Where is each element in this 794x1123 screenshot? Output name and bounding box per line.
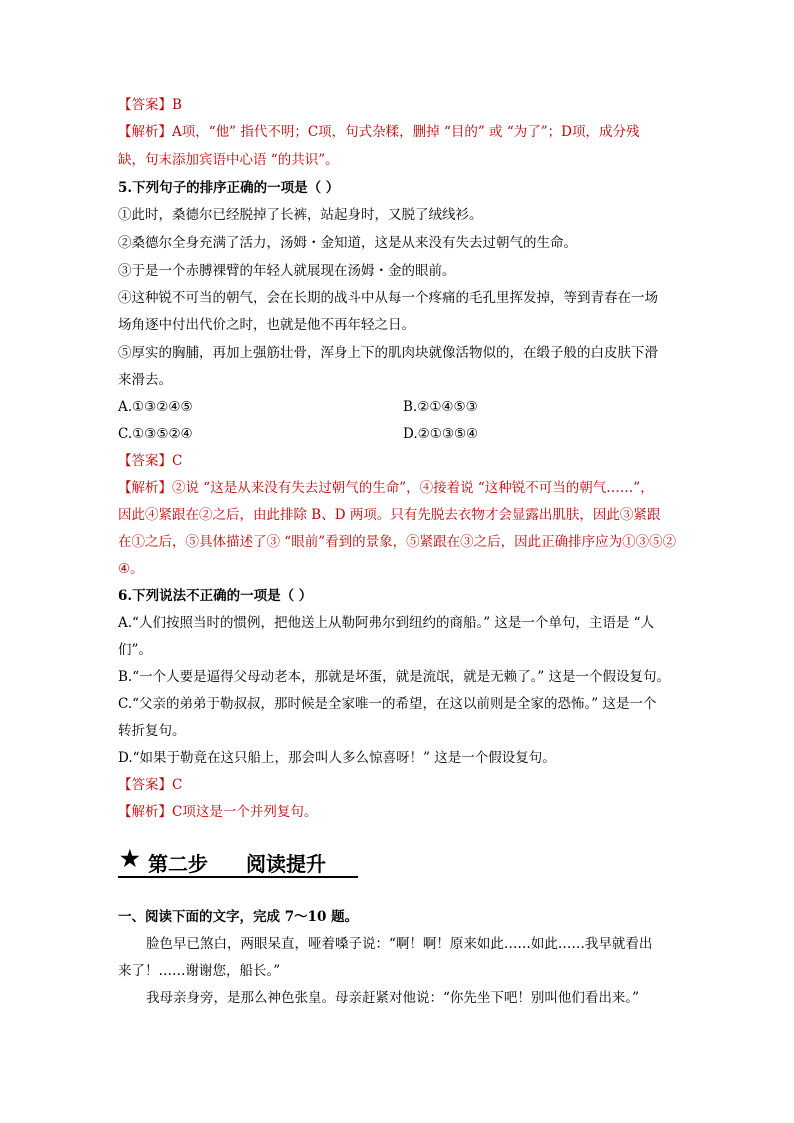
q5-title: 5.下列句子的排序正确的一项是（ ） [118, 180, 340, 196]
q6-option-b: B.“一个人要是逼得父母动老本，那就是坏蛋，就是流氓，就是无赖了。” 这是一个假设复句。 [118, 669, 671, 685]
reading-title: 一、阅读下面的文字，完成 7～10 题。 [118, 909, 359, 925]
analysis-text: A项，“他” 指代不明；C项，句式杂糅，删掉 “目的” 或 “为了”；D项，成分残 [172, 124, 640, 140]
q5-sentence-2: ②桑德尔全身充满了活力，汤姆・金知道，这是从来没有失去过朝气的生命。 [118, 235, 577, 251]
analysis-tag: 【解析】 [118, 124, 172, 140]
q4-answer-line [118, 95, 182, 115]
q5-option-b: B.②①④⑤③ [403, 399, 478, 415]
q6-option-c-line-2: 转折复句。 [118, 723, 186, 739]
q5-sentence-5-line-2: 来滑去。 [118, 372, 172, 388]
q6-analysis-line [118, 802, 317, 822]
section-name: 阅读提升 [246, 852, 326, 876]
q4-analysis-line-2: 缺，句末添加宾语中心语 “的共识”。 [118, 152, 339, 168]
reading-paragraph-1-line-1: 脸色早已煞白，两眼呆直，哑着嗓子说：“啊！啊！原来如此……如此……我早就看出 [146, 936, 653, 952]
section-heading [118, 846, 358, 878]
q5-sentence-5-line-1: ⑤厚实的胸脯，再加上强筋壮骨，浑身上下的肌肉块就像活物似的，在缎子般的白皮肤下滑 [118, 345, 658, 361]
answer-value: C [172, 777, 183, 793]
analysis-tag: 【解析】 [118, 804, 172, 820]
answer-tag: 【答案】 [118, 777, 172, 793]
analysis-tag: 【解析】 [118, 480, 172, 496]
analysis-text: ②说 “这是从来没有失去过朝气的生命”，④接着说 “这种锐不可当的朝气……”， [172, 480, 654, 496]
answer-value: B [172, 97, 182, 113]
q6-option-c-line-1: C.“父亲的弟弟于勒叔叔，那时候是全家唯一的希望，在这以前则是全家的恐怖。” 这是一个 [118, 696, 657, 712]
q5-analysis-line-1 [118, 478, 654, 498]
q5-option-c: C.①③⑤②④ [118, 426, 193, 442]
q5-analysis-line-4: ④。 [118, 561, 144, 577]
q6-option-a-line-2: 们”。 [118, 642, 152, 658]
q5-option-d: D.②①③⑤④ [403, 426, 479, 442]
section-step: 第二步 [148, 852, 208, 876]
q6-answer-line [118, 775, 182, 795]
q5-analysis-line-3: 在①之后，⑤具体描述了③ “眼前”看到的景象，⑤紧跟在③之后，因此正确排序应为①③⑤② [118, 534, 677, 550]
q5-sentence-3: ③于是一个赤膊裸臂的年轻人就展现在汤姆・金的眼前。 [118, 263, 456, 279]
q5-sentence-4-line-1: ④这种锐不可当的朝气，会在长期的战斗中从每一个疼痛的毛孔里挥发掉，等到青春在一场 [118, 290, 658, 306]
analysis-text: C项这是一个并列复句。 [172, 804, 318, 820]
q5-option-a: A.①③②④⑤ [118, 399, 193, 415]
q6-option-d: D.“如果于勒竟在这只船上，那会叫人多么惊喜呀！” 这是一个假设复句。 [118, 750, 556, 766]
reading-paragraph-2-line-1: 我母亲身旁，是那么神色张皇。母亲赶紧对他说：“你先坐下吧！别叫他们看出来。” [146, 990, 640, 1006]
answer-tag: 【答案】 [118, 453, 172, 469]
q5-answer-line [118, 451, 182, 471]
q5-sentence-1: ①此时，桑德尔已经脱掉了长裤，站起身时，又脱了绒线衫。 [118, 207, 483, 223]
q4-analysis-line-1 [118, 122, 639, 142]
q6-title: 6.下列说法不正确的一项是（ ） [118, 588, 313, 604]
star-icon: ★ [120, 846, 140, 872]
q6-option-a-line-1: A.“人们按照当时的惯例，把他送上从勒阿弗尔到纽约的商船。” 这是一个单句，主语是 “人 [118, 615, 655, 631]
q5-sentence-4-line-2: 场角逐中付出代价之时，也就是他不再年轻之日。 [118, 317, 415, 333]
answer-value: C [172, 453, 183, 469]
reading-paragraph-1-line-2: 来了！……谢谢您，船长。” [118, 963, 281, 979]
q5-analysis-line-2: 因此④紧跟在②之后，由此排除 B、D 两项。只有先脱去衣物才会显露出肌肤，因此③紧跟 [118, 507, 661, 523]
answer-tag: 【答案】 [118, 97, 172, 113]
